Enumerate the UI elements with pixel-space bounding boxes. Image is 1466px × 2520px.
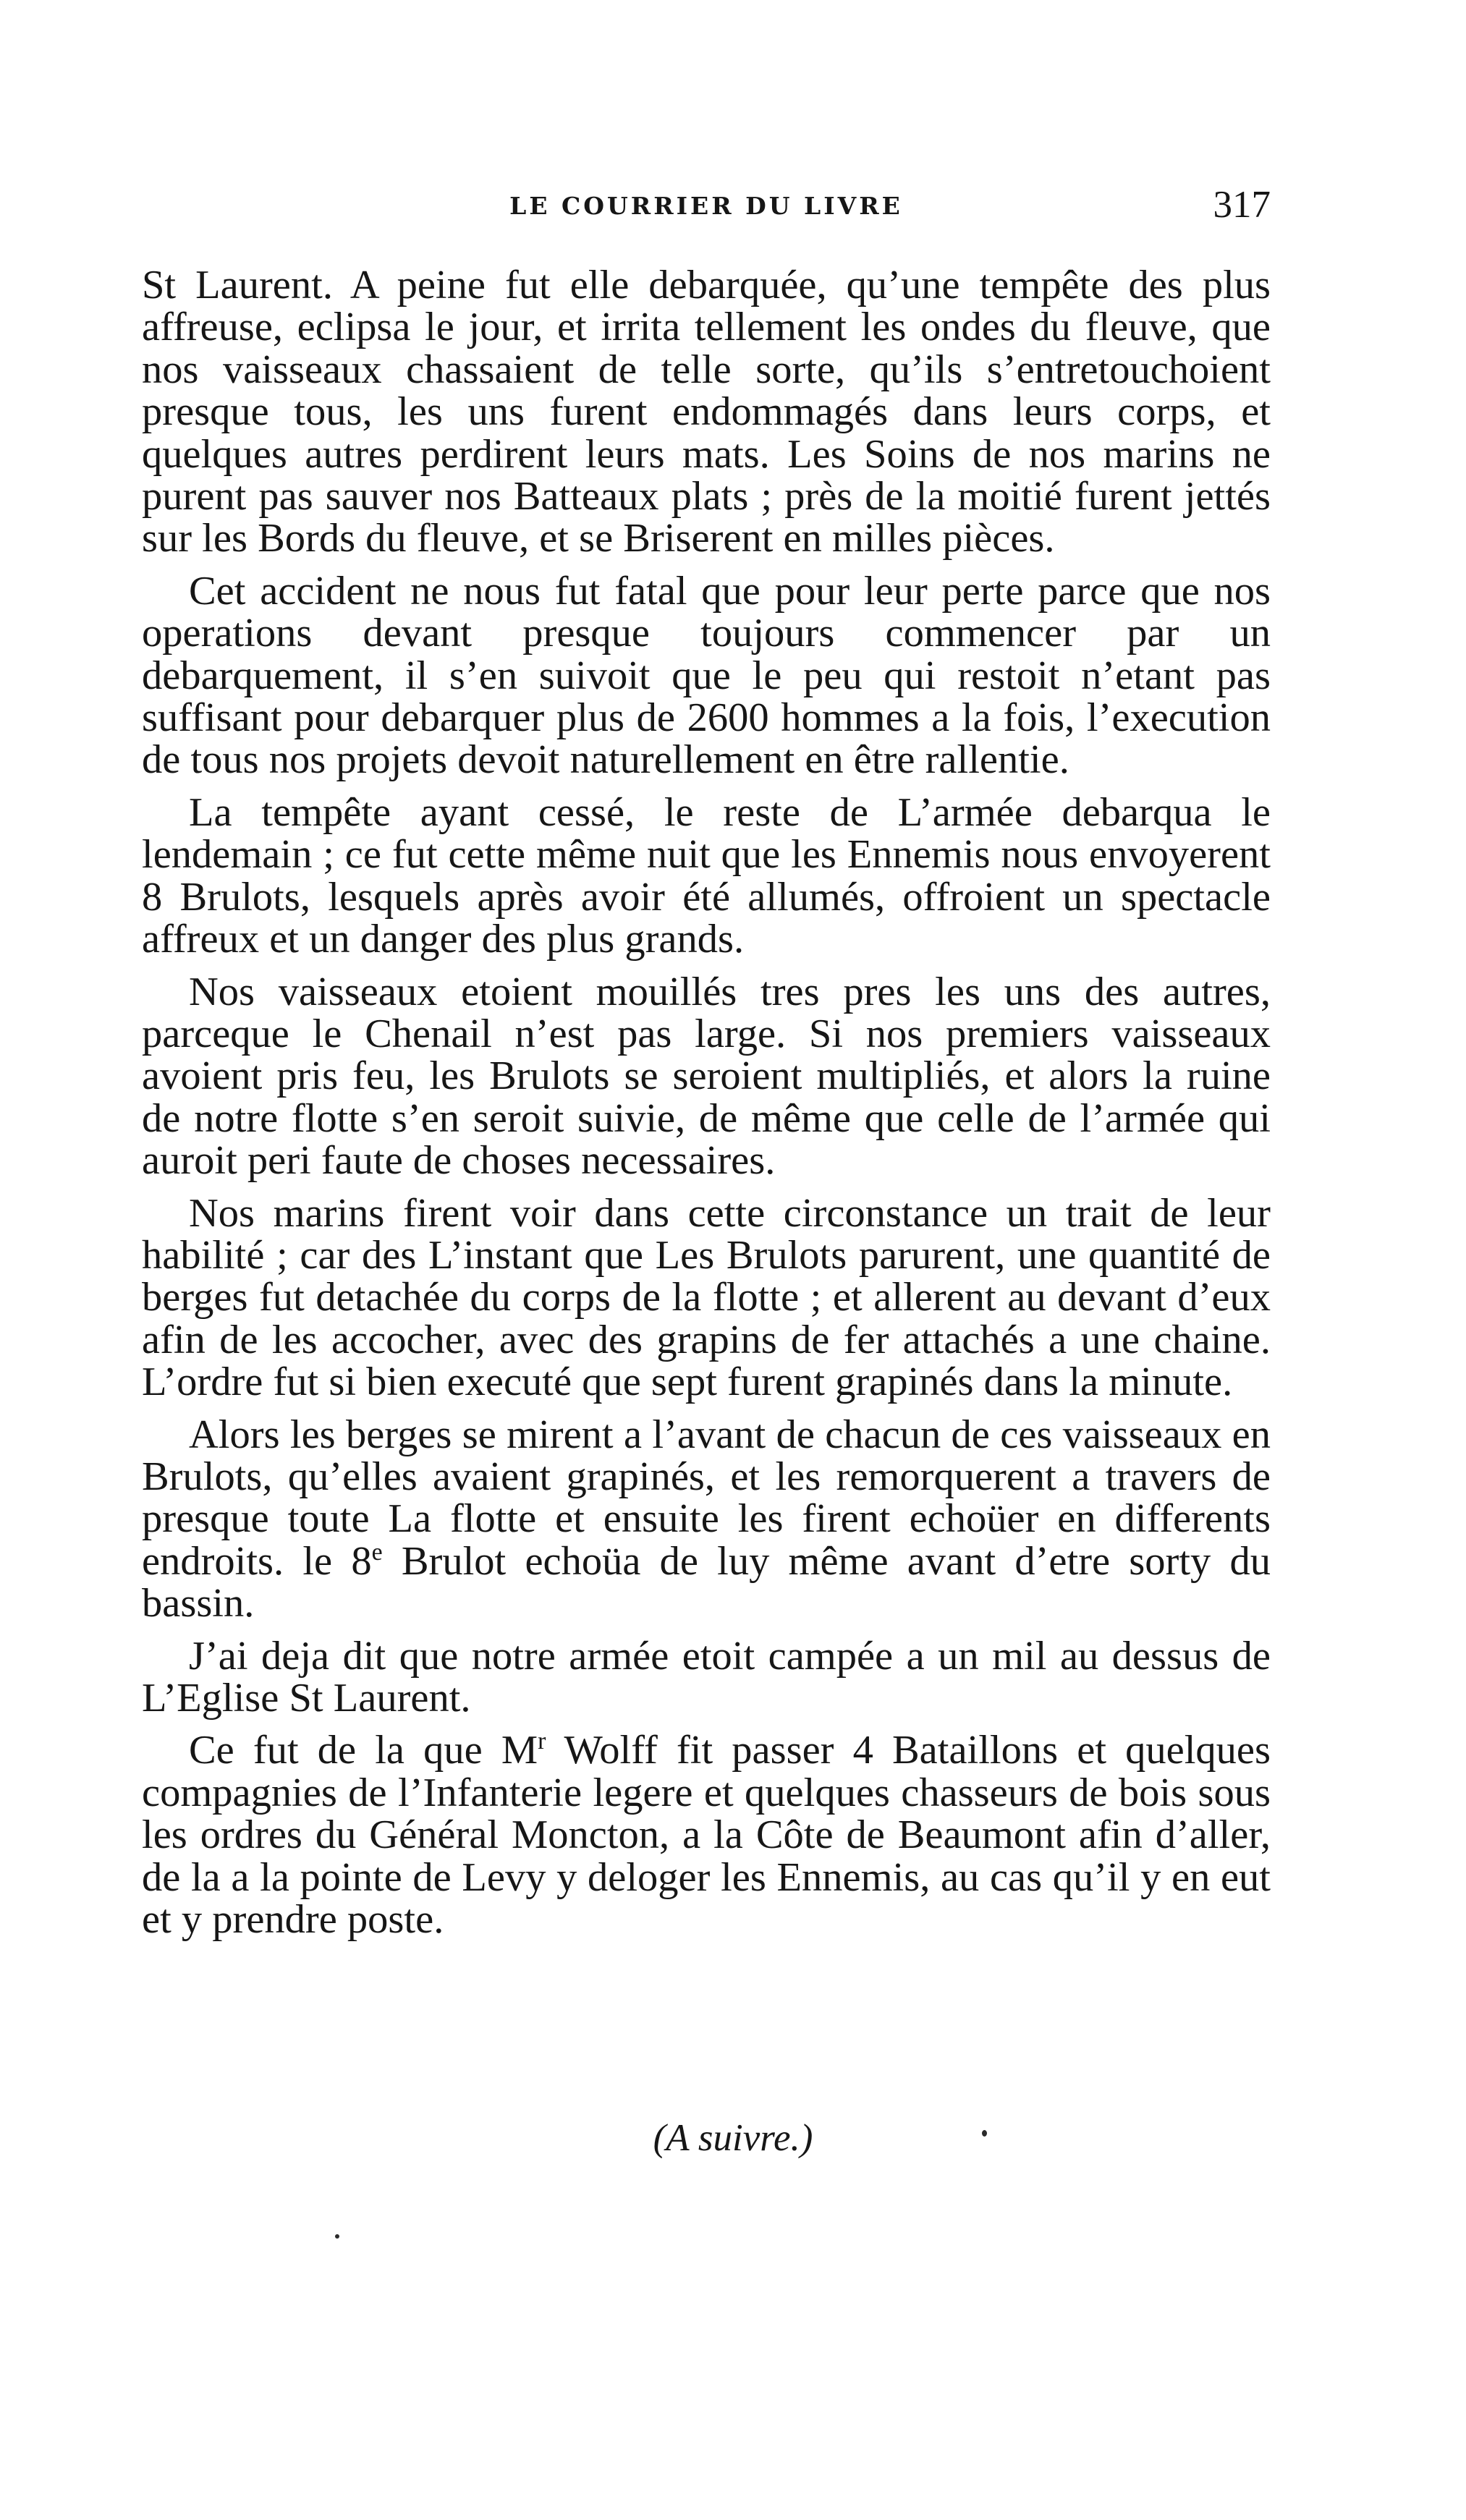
paragraph-7: J’ai deja dit que notre armée etoit campée a un mil au dessus de L’Eglise St Laurent. — [142, 1633, 1271, 1721]
ordinal-superscript: e — [371, 1538, 383, 1566]
paragraph-1: St Laurent. A peine fut elle debarquée, qu’une tempête des plus affreuse, eclipsa le jour, et irrita tellement les ondes du fleuve, que nos vaisseaux chassaient de telle sorte, qu’ils s’entretouchoient presque tous, les uns furent endommagés dans leurs corps, et quelques autres perdirent leurs mats. Les Soins de nos marins ne purent pas sauver nos Batteaux plats ; près de la moitié furent jettés sur les Bords du fleuve, et se Briserent en milles pièces. — [142, 263, 1271, 561]
page-number: 317 — [1213, 184, 1271, 226]
continuation-note: (A suivre.) — [653, 2117, 813, 2159]
paragraph-4: Nos vaisseaux etoient mouillés tres pres les uns des autres, parceque le Chenail n’est pas large. Si nos premiers vaisseaux avoient pris feu, les Brulots se seroient multipliés, et alors la ruine de notre flotte s’en seroit suivie, de même que celle de l’armée qui auroit peri faute de choses necessaires. — [142, 969, 1271, 1184]
paragraph-3: La tempête ayant cessé, le reste de L’armée debarqua le lendemain ; ce fut cette même nuit que les Ennemis nous envoyerent 8 Brulots, lesquels après avoir été allumés, offroient un spectacle affreux et un danger des plus grands. — [142, 789, 1271, 962]
ink-speck — [982, 2130, 987, 2137]
paragraph-5: Nos marins firent voir dans cette circonstance un trait de leur habilité ; car des L’instant que Les Brulots parurent, une quantité de berges fut detachée du corps de la flotte ; et allerent au devant d’eux afin de les accocher, avec des grapins de fer attachés a une chaine. L’ordre fut si bien executé que sept furent grapinés dans la minute. — [142, 1190, 1271, 1405]
title-superscript: r — [538, 1728, 546, 1755]
body-text — [142, 264, 1271, 1951]
paragraph-6-text-b: Brulot echoüa de luy même avant d’etre sorty du bassin. — [142, 1538, 1271, 1626]
paragraph-6 — [142, 1414, 1271, 1625]
running-head — [142, 183, 1271, 226]
paragraph-6-text-a: Alors les berges se mirent a l’avant de chacun de ces vaisseaux en Brulots, qu’elles avaient grapinés, et les remorquerent a travers de presque toute La flotte et ensuite les firent echoüer en differents endroits. le 8 — [142, 1412, 1271, 1584]
running-title: LE COURRIER DU LIVRE — [509, 192, 903, 220]
ink-speck — [335, 2234, 339, 2239]
paragraph-8 — [142, 1728, 1271, 1943]
paragraph-8-text-a: Ce fut de la que M — [189, 1728, 538, 1773]
paragraph-8-text-b: Wolff fit passer 4 Bataillons et quelques compagnies de l’Infanterie legere et quelques chasseurs de bois sous les ordres du Général Moncton, a la Côte de Beaumont afin d’aller, de la a la pointe de Levy y deloger les Ennemis, au cas qu’il y en eut et y prendre poste. — [142, 1728, 1271, 1943]
paragraph-2: Cet accident ne nous fut fatal que pour leur perte parce que nos operations devant presque toujours commencer par un debarquement, il s’en suivoit que le peu qui restoit n’etant pas suffisant pour debarquer plus de 2600 hommes a la fois, l’execution de tous nos projets devoit naturellement en être rallentie. — [142, 568, 1271, 783]
